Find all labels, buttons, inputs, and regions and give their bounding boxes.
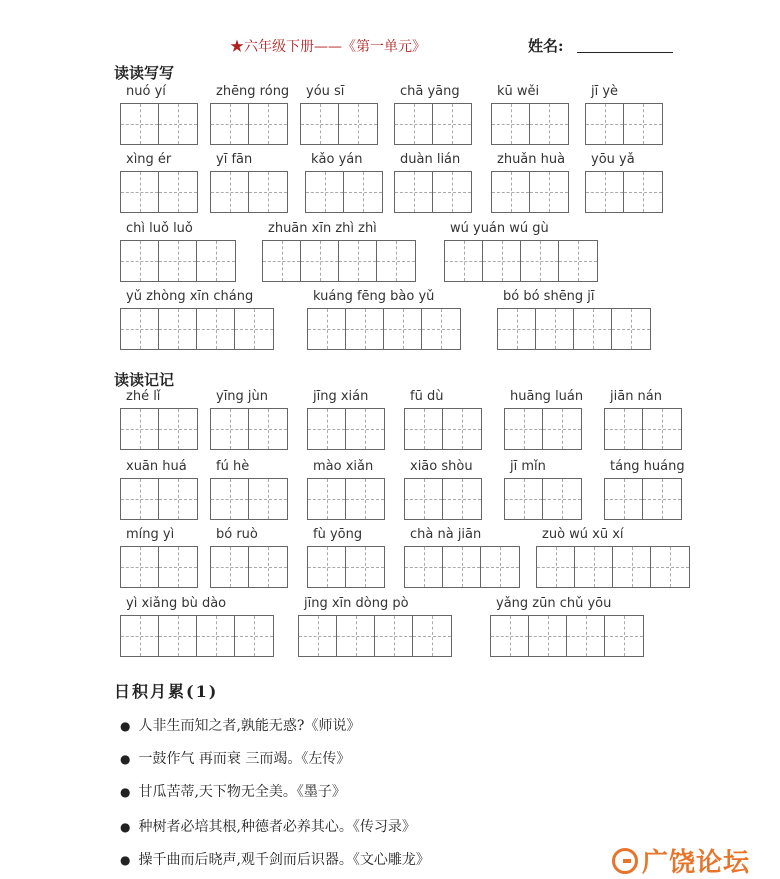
writing-grid[interactable] — [210, 478, 288, 520]
writing-cell[interactable] — [384, 309, 422, 349]
quote-text: 甘瓜苦蒂,天下物无全美。《墨子》 — [138, 784, 346, 800]
writing-cell[interactable] — [530, 104, 568, 144]
writing-cell[interactable] — [121, 547, 159, 587]
writing-cell[interactable] — [121, 479, 159, 519]
bullet-icon: ● — [120, 853, 131, 867]
pinyin-label: kǎo yán — [311, 152, 363, 167]
writing-cell[interactable] — [308, 547, 346, 587]
writing-cell[interactable] — [159, 309, 197, 349]
pinyin-label: huāng luán — [510, 389, 584, 404]
writing-cell[interactable] — [211, 104, 249, 144]
pinyin-label: kuáng fēng bào yǔ — [313, 289, 435, 304]
writing-cell[interactable] — [643, 409, 681, 449]
writing-cell[interactable] — [301, 241, 339, 281]
quote-item — [120, 715, 360, 735]
writing-cell[interactable] — [249, 479, 287, 519]
quote-text: 操千曲而后晓声,观千剑而后识器。《文心雕龙》 — [138, 852, 430, 868]
writing-grid[interactable] — [120, 171, 198, 213]
pinyin-label: táng huáng — [610, 459, 685, 474]
writing-cell[interactable] — [121, 616, 159, 656]
writing-cell[interactable] — [121, 104, 159, 144]
writing-cell[interactable] — [612, 309, 650, 349]
pinyin-label: fù yōng — [313, 527, 363, 542]
writing-cell[interactable] — [483, 241, 521, 281]
writing-grid[interactable] — [120, 615, 274, 657]
writing-cell[interactable] — [405, 479, 443, 519]
pinyin-label: chì luǒ luǒ — [126, 221, 193, 236]
pinyin-label: zhuān xīn zhì zhì — [268, 221, 377, 236]
pinyin-label: zhuǎn huà — [497, 152, 566, 167]
name-label: 姓名: — [528, 37, 564, 55]
section-title-read-write: 读读写写 — [114, 64, 175, 82]
writing-cell[interactable] — [197, 616, 235, 656]
pinyin-label: jī yè — [591, 84, 619, 99]
pinyin-label: yì xiǎng bù dào — [126, 596, 227, 611]
writing-cell[interactable] — [498, 309, 536, 349]
pinyin-label: xiāo shòu — [410, 459, 473, 474]
writing-grid[interactable] — [604, 408, 682, 450]
writing-cell[interactable] — [346, 547, 384, 587]
writing-cell[interactable] — [375, 616, 413, 656]
writing-grid[interactable] — [120, 240, 236, 282]
writing-cell[interactable] — [492, 104, 530, 144]
quote-text: 种树者必培其根,种德者必养其心。《传习录》 — [138, 819, 416, 835]
writing-cell[interactable] — [249, 409, 287, 449]
writing-cell[interactable] — [299, 616, 337, 656]
writing-cell[interactable] — [559, 241, 597, 281]
writing-cell[interactable] — [249, 172, 287, 212]
writing-cell[interactable] — [121, 241, 159, 281]
writing-grid[interactable] — [504, 408, 582, 450]
writing-cell[interactable] — [339, 104, 377, 144]
writing-grid[interactable] — [120, 103, 198, 145]
writing-grid[interactable] — [604, 478, 682, 520]
writing-cell[interactable] — [529, 616, 567, 656]
pinyin-label: chā yāng — [400, 84, 460, 99]
writing-cell[interactable] — [543, 409, 581, 449]
pinyin-label: xuān huá — [126, 459, 187, 474]
bullet-icon: ● — [120, 820, 131, 834]
writing-cell[interactable] — [377, 241, 415, 281]
writing-cell[interactable] — [263, 241, 301, 281]
quote-item — [120, 781, 346, 801]
pinyin-label: jīng xián — [313, 389, 369, 404]
section-title-read-remember: 读读记记 — [114, 371, 175, 389]
writing-cell[interactable] — [613, 547, 651, 587]
worksheet-title: ★六年级下册——《第一单元》 — [230, 39, 426, 55]
writing-cell[interactable] — [395, 172, 433, 212]
pinyin-label: yóu sī — [306, 84, 345, 99]
writing-cell[interactable] — [624, 172, 662, 212]
writing-cell[interactable] — [643, 479, 681, 519]
writing-grid[interactable] — [491, 103, 569, 145]
writing-cell[interactable] — [337, 616, 375, 656]
writing-cell[interactable] — [443, 479, 481, 519]
writing-cell[interactable] — [422, 309, 460, 349]
writing-grid[interactable] — [404, 408, 482, 450]
name-blank-line — [577, 52, 673, 53]
writing-grid[interactable] — [497, 308, 651, 350]
writing-cell[interactable] — [121, 172, 159, 212]
quote-text: 人非生而知之者,孰能无惑?《师说》 — [138, 718, 361, 734]
writing-cell[interactable] — [445, 241, 483, 281]
pinyin-label: mào xiǎn — [313, 459, 374, 474]
writing-grid[interactable] — [305, 171, 383, 213]
writing-cell[interactable] — [574, 309, 612, 349]
forum-logo — [612, 842, 750, 879]
writing-cell[interactable] — [159, 616, 197, 656]
writing-cell[interactable] — [413, 616, 451, 656]
writing-grid[interactable] — [307, 408, 385, 450]
writing-cell[interactable] — [521, 241, 559, 281]
writing-cell[interactable] — [308, 309, 346, 349]
writing-cell[interactable] — [159, 241, 197, 281]
writing-grid[interactable] — [490, 615, 644, 657]
writing-cell[interactable] — [235, 309, 273, 349]
writing-cell[interactable] — [159, 479, 197, 519]
pinyin-label: zuò wú xū xí — [542, 527, 624, 542]
writing-grid[interactable] — [120, 478, 198, 520]
writing-grid[interactable] — [444, 240, 598, 282]
writing-grid[interactable] — [210, 103, 288, 145]
quote-item — [120, 748, 350, 768]
writing-grid[interactable] — [394, 103, 472, 145]
pinyin-label: yīng jùn — [216, 389, 269, 404]
pinyin-label: jīng xīn dòng pò — [304, 596, 409, 611]
pinyin-label: yǔ zhòng xīn cháng — [126, 289, 254, 304]
writing-cell[interactable] — [624, 104, 662, 144]
writing-grid[interactable] — [120, 408, 198, 450]
writing-cell[interactable] — [491, 616, 529, 656]
writing-grid[interactable] — [210, 546, 288, 588]
writing-grid[interactable] — [307, 478, 385, 520]
writing-cell[interactable] — [443, 409, 481, 449]
writing-cell[interactable] — [346, 409, 384, 449]
writing-cell[interactable] — [121, 309, 159, 349]
writing-grid[interactable] — [394, 171, 472, 213]
writing-cell[interactable] — [605, 479, 643, 519]
writing-grid[interactable] — [307, 308, 461, 350]
writing-grid[interactable] — [210, 408, 288, 450]
writing-cell[interactable] — [505, 479, 543, 519]
writing-cell[interactable] — [249, 104, 287, 144]
writing-cell[interactable] — [443, 547, 481, 587]
writing-cell[interactable] — [405, 409, 443, 449]
writing-cell[interactable] — [211, 172, 249, 212]
writing-cell[interactable] — [433, 104, 471, 144]
writing-grid[interactable] — [262, 240, 416, 282]
writing-cell[interactable] — [159, 104, 197, 144]
writing-cell[interactable] — [159, 172, 197, 212]
bullet-icon: ● — [120, 752, 131, 766]
writing-cell[interactable] — [543, 479, 581, 519]
writing-grid[interactable] — [536, 546, 690, 588]
quote-text: 一鼓作气 再而衰 三而竭。《左传》 — [138, 751, 351, 767]
pinyin-label: fú hè — [216, 459, 250, 474]
writing-cell[interactable] — [505, 409, 543, 449]
writing-cell[interactable] — [235, 616, 273, 656]
writing-cell[interactable] — [567, 616, 605, 656]
writing-cell[interactable] — [651, 547, 689, 587]
bullet-icon: ● — [120, 719, 131, 733]
writing-cell[interactable] — [344, 172, 382, 212]
writing-cell[interactable] — [586, 104, 624, 144]
writing-grid[interactable] — [404, 546, 520, 588]
writing-cell[interactable] — [433, 172, 471, 212]
writing-grid[interactable] — [307, 546, 385, 588]
writing-cell[interactable] — [339, 241, 377, 281]
pinyin-label: zhēng róng — [216, 84, 290, 99]
writing-grid[interactable] — [585, 103, 663, 145]
writing-cell[interactable] — [308, 479, 346, 519]
writing-cell[interactable] — [211, 409, 249, 449]
writing-grid[interactable] — [504, 478, 582, 520]
writing-cell[interactable] — [536, 309, 574, 349]
writing-cell[interactable] — [405, 547, 443, 587]
pinyin-label: kū wěi — [497, 84, 540, 99]
writing-cell[interactable] — [308, 409, 346, 449]
writing-cell[interactable] — [605, 616, 643, 656]
pinyin-label: fū dù — [410, 389, 444, 404]
writing-cell[interactable] — [492, 172, 530, 212]
pinyin-label: jiān nán — [610, 389, 663, 404]
writing-cell[interactable] — [395, 104, 433, 144]
writing-grid[interactable] — [404, 478, 482, 520]
writing-cell[interactable] — [121, 409, 159, 449]
pinyin-label: bó bó shēng jī — [503, 289, 595, 304]
pinyin-label: wú yuán wú gù — [450, 221, 549, 236]
writing-cell[interactable] — [197, 241, 235, 281]
pinyin-label: nuó yí — [126, 84, 166, 99]
writing-grid[interactable] — [120, 546, 198, 588]
writing-cell[interactable] — [586, 172, 624, 212]
writing-cell[interactable] — [530, 172, 568, 212]
pinyin-label: jī mǐn — [510, 459, 546, 474]
writing-cell[interactable] — [211, 547, 249, 587]
writing-cell[interactable] — [575, 547, 613, 587]
quote-item — [120, 849, 430, 869]
writing-cell[interactable] — [211, 479, 249, 519]
pinyin-label: yōu yǎ — [591, 152, 635, 167]
writing-cell[interactable] — [605, 409, 643, 449]
writing-cell[interactable] — [197, 309, 235, 349]
writing-cell[interactable] — [249, 547, 287, 587]
writing-grid[interactable] — [298, 615, 452, 657]
pinyin-label: yī fān — [216, 152, 253, 167]
writing-cell[interactable] — [301, 104, 339, 144]
writing-cell[interactable] — [537, 547, 575, 587]
section-title-daily-accumulation: 日积月累(1) — [114, 682, 219, 701]
writing-grid[interactable] — [300, 103, 378, 145]
pinyin-label: bó ruò — [216, 527, 258, 542]
logo-icon — [612, 848, 638, 874]
writing-grid[interactable] — [491, 171, 569, 213]
pinyin-label: míng yì — [126, 527, 175, 542]
writing-grid[interactable] — [120, 308, 274, 350]
writing-cell[interactable] — [481, 547, 519, 587]
writing-grid[interactable] — [585, 171, 663, 213]
writing-grid[interactable] — [210, 171, 288, 213]
logo-text: 广饶论坛 — [642, 848, 751, 878]
pinyin-label: yǎng zūn chǔ yōu — [496, 596, 612, 611]
pinyin-label: zhé lǐ — [126, 389, 161, 404]
pinyin-label: xìng ér — [126, 152, 172, 167]
pinyin-label: chà nà jiān — [410, 527, 482, 542]
quote-item — [120, 816, 416, 836]
bullet-icon: ● — [120, 785, 131, 799]
writing-cell[interactable] — [159, 547, 197, 587]
pinyin-label: duàn lián — [400, 152, 461, 167]
writing-cell[interactable] — [159, 409, 197, 449]
writing-cell[interactable] — [346, 479, 384, 519]
writing-cell[interactable] — [346, 309, 384, 349]
writing-cell[interactable] — [306, 172, 344, 212]
